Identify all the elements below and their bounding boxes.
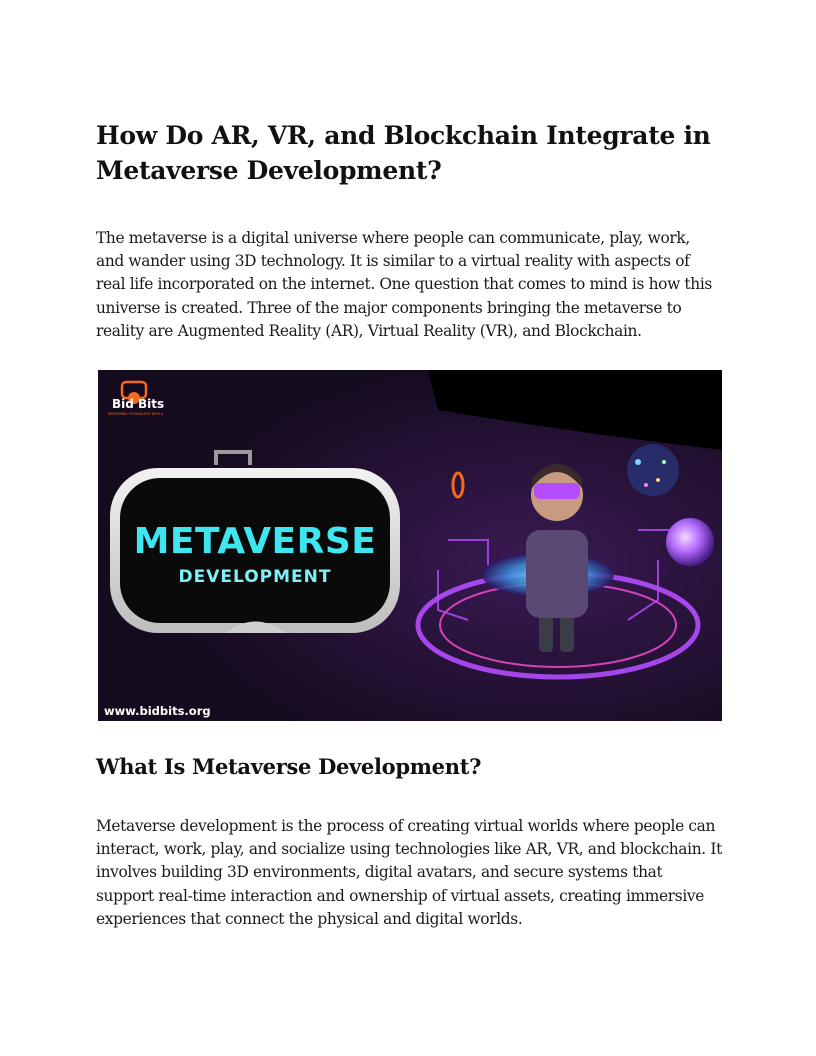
particle	[662, 460, 666, 464]
website-url: www.bidbits.org	[104, 704, 211, 718]
character-jacket	[526, 530, 588, 618]
character-vr-goggles	[534, 483, 580, 499]
banner-subheadline: DEVELOPMENT	[178, 567, 332, 587]
glowing-orb	[666, 518, 714, 566]
particle	[656, 478, 660, 482]
particle	[644, 483, 648, 487]
banner-headline: METAVERSE	[133, 521, 377, 562]
logo-tagline: REDEFINING TECHNOLOGY WITH A	[108, 412, 164, 416]
particle	[635, 459, 641, 465]
metaverse-banner-image	[98, 370, 722, 721]
section-paragraph: Metaverse development is the process of creating virtual worlds where people can interact, work, play, and socialize using technologies like AR, VR, and blockchain. It involves building 3D environments, digital avatars, and secure systems that support real-time interaction and ownership of virtual assets, creating immersive experiences that connect the physical and digital worlds.	[96, 817, 722, 928]
logo-wordmark: Bid Bits	[112, 397, 165, 411]
galaxy-orb	[627, 444, 679, 496]
section-heading: What Is Metaverse Development?	[96, 754, 482, 779]
article-title: How Do AR, VR, and Blockchain Integrate in Metaverse Development?	[96, 121, 711, 185]
intro-paragraph: The metaverse is a digital universe where people can communicate, play, work, and wander using 3D technology. It is similar to a virtual reality with aspects of real life incorporated on the internet. One question that comes to mind is how this universe is created. Three of the major components bringing the metaverse to reality are Augmented Reality (AR), Virtual Reality (VR), and Blockchain.	[96, 229, 712, 340]
